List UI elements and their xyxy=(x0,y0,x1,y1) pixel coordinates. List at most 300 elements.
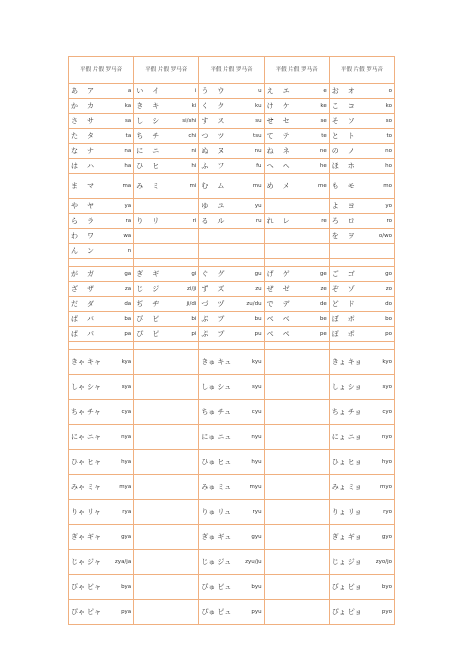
hiragana-text: びゅ xyxy=(201,582,216,591)
romaji-text: gyu xyxy=(251,533,262,540)
romaji-text: de xyxy=(319,300,327,307)
hiragana-text: は xyxy=(71,161,78,170)
kana-cell xyxy=(264,244,329,259)
kana-cell-content xyxy=(332,559,392,566)
hiragana-text: か xyxy=(71,101,78,110)
romaji-text: rya xyxy=(122,508,132,515)
romaji-text: se xyxy=(320,117,327,124)
kana-cell-content xyxy=(267,286,327,293)
hiragana-text: さ xyxy=(71,116,78,125)
romaji-text: fu xyxy=(256,162,262,169)
katakana-text: マ xyxy=(87,181,94,190)
katakana-text: チ xyxy=(152,131,160,140)
katakana-text: ロ xyxy=(347,216,355,225)
kana-cell xyxy=(329,114,394,129)
katakana-text: ク xyxy=(217,101,225,110)
romaji-text: zi/ji xyxy=(187,285,197,292)
kana-cell xyxy=(264,214,329,229)
katakana-text: ベ xyxy=(282,314,290,323)
kana-cell-content xyxy=(201,509,261,516)
kana-cell-content xyxy=(71,584,131,591)
romaji-text: mu xyxy=(252,182,262,189)
kana-cell xyxy=(134,450,199,475)
kana-cell-content xyxy=(201,148,261,155)
hiragana-text: よ xyxy=(331,201,339,210)
kana-cell xyxy=(199,144,264,159)
romaji-text: hyu xyxy=(251,458,262,465)
empty-cell xyxy=(264,342,329,350)
romaji-text: sya xyxy=(121,383,132,390)
katakana-text: シャ xyxy=(87,382,101,391)
hiragana-text: い xyxy=(136,86,144,95)
kana-cell-content xyxy=(136,183,196,190)
katakana-text: ズ xyxy=(217,284,225,293)
kana-cell-content xyxy=(267,163,327,170)
katakana-text: ハ xyxy=(87,161,94,170)
hiragana-text: ど xyxy=(331,299,339,308)
katakana-text: ゲ xyxy=(282,269,290,278)
romaji-text: zya/ja xyxy=(114,558,132,565)
katakana-text: ヒャ xyxy=(87,457,101,466)
kana-cell-content xyxy=(332,459,392,466)
kana-cell xyxy=(134,350,199,375)
romaji-text: ha xyxy=(124,162,132,169)
romaji-text: ryu xyxy=(252,508,262,515)
katakana-text: レ xyxy=(282,216,290,225)
katakana-text: ザ xyxy=(87,284,94,293)
romaji-text: pya xyxy=(121,608,132,615)
kana-cell-content xyxy=(136,133,196,140)
header-cell: 平假 片假 罗马音 xyxy=(134,57,199,84)
romaji-text: pyu xyxy=(251,608,262,615)
katakana-text: ダ xyxy=(87,299,94,308)
hiragana-text: れ xyxy=(266,216,274,225)
romaji-text: to xyxy=(386,132,392,139)
kana-cell-content xyxy=(71,118,131,125)
kana-cell xyxy=(264,267,329,282)
katakana-text: ア xyxy=(87,86,94,95)
kana-cell xyxy=(134,84,199,99)
kana-cell-content xyxy=(136,118,196,125)
kana-cell-content xyxy=(332,384,392,391)
kana-cell xyxy=(329,500,394,525)
empty-cell xyxy=(134,342,199,350)
table-row xyxy=(69,129,395,144)
hiragana-text: を xyxy=(331,231,339,240)
kana-cell xyxy=(264,475,329,500)
katakana-text: ニョ xyxy=(347,432,362,441)
kana-cell xyxy=(264,425,329,450)
katakana-text: セ xyxy=(282,116,290,125)
kana-cell xyxy=(69,129,134,144)
kana-cell xyxy=(134,327,199,342)
romaji-text: wa xyxy=(123,232,132,239)
katakana-text: バ xyxy=(87,314,94,323)
romaji-text: si/shi xyxy=(182,117,197,124)
hiragana-text: そ xyxy=(331,116,339,125)
romaji-text: ryo xyxy=(383,508,392,515)
hiragana-text: みょ xyxy=(331,482,346,491)
empty-cell xyxy=(199,259,264,267)
kana-cell-content xyxy=(267,271,327,278)
romaji-text: na xyxy=(124,147,132,154)
kana-cell xyxy=(329,575,394,600)
kana-cell xyxy=(264,600,329,625)
kana-cell xyxy=(199,475,264,500)
hiragana-text: ぶ xyxy=(201,314,209,323)
hiragana-text: ぎ xyxy=(136,269,144,278)
romaji-text: nu xyxy=(254,147,262,154)
romaji-text: cya xyxy=(121,408,132,415)
kana-cell xyxy=(329,84,394,99)
kana-cell xyxy=(264,297,329,312)
kana-cell-content xyxy=(71,218,131,225)
katakana-text: コ xyxy=(347,101,355,110)
table-row xyxy=(69,114,395,129)
katakana-text: チャ xyxy=(87,407,101,416)
katakana-text: ン xyxy=(87,246,94,255)
kana-cell xyxy=(199,282,264,297)
katakana-text: デ xyxy=(282,299,290,308)
kana-cell-content xyxy=(71,409,131,416)
kana-cell-content xyxy=(332,218,392,225)
header-cell: 平假 片假 罗马音 xyxy=(329,57,394,84)
katakana-text: ニ xyxy=(152,146,160,155)
kana-cell xyxy=(69,84,134,99)
kana-cell xyxy=(199,600,264,625)
table-row xyxy=(69,99,395,114)
kana-cell-content xyxy=(136,218,196,225)
kana-cell-content xyxy=(201,271,261,278)
table-row xyxy=(69,327,395,342)
kana-cell xyxy=(69,297,134,312)
kana-cell xyxy=(69,450,134,475)
empty-cell xyxy=(264,259,329,267)
table-row xyxy=(69,312,395,327)
empty-cell xyxy=(134,259,199,267)
kana-cell xyxy=(69,244,134,259)
katakana-text: パ xyxy=(87,329,94,338)
katakana-text: イ xyxy=(152,86,160,95)
kana-cell xyxy=(134,282,199,297)
romaji-text: do xyxy=(385,300,392,307)
hiragana-text: じゃ xyxy=(71,557,85,566)
kana-cell-content xyxy=(136,103,196,110)
kana-cell xyxy=(134,400,199,425)
kana-cell xyxy=(69,475,134,500)
katakana-text: ビャ xyxy=(87,582,101,591)
header-cell: 平假 片假 罗马音 xyxy=(69,57,134,84)
romaji-text: bu xyxy=(254,315,262,322)
kana-cell-content xyxy=(201,359,261,366)
katakana-text: シュ xyxy=(217,382,232,391)
kana-cell xyxy=(329,199,394,214)
kana-cell xyxy=(69,144,134,159)
kana-cell-content xyxy=(136,316,196,323)
hiragana-text: ゆ xyxy=(201,201,209,210)
kana-cell xyxy=(329,525,394,550)
romaji-text: pi xyxy=(191,330,197,337)
romaji-text: ga xyxy=(124,270,132,277)
romaji-text: byo xyxy=(381,583,392,590)
romaji-text: ri xyxy=(192,217,197,224)
kana-cell-content xyxy=(201,316,261,323)
katakana-text: ヅ xyxy=(217,299,225,308)
hiragana-text: にょ xyxy=(331,432,346,441)
kana-cell-content xyxy=(201,409,261,416)
kana-cell-content xyxy=(136,88,196,95)
hiragana-text: ひ xyxy=(136,161,144,170)
hiragana-text: も xyxy=(331,181,339,190)
kana-cell-content xyxy=(201,434,261,441)
empty-cell xyxy=(199,342,264,350)
katakana-text: キョ xyxy=(347,357,362,366)
romaji-text: a xyxy=(127,87,132,94)
romaji-text: ze xyxy=(320,285,327,292)
kana-cell-content xyxy=(332,609,392,616)
katakana-text: タ xyxy=(87,131,94,140)
kana-cell-content xyxy=(332,301,392,308)
katakana-text: ワ xyxy=(87,231,94,240)
kana-cell xyxy=(264,450,329,475)
hiragana-text: た xyxy=(71,131,78,140)
hiragana-text: ぞ xyxy=(331,284,339,293)
kana-cell xyxy=(69,267,134,282)
kana-cell-content xyxy=(71,301,131,308)
romaji-text: da xyxy=(124,300,132,307)
katakana-text: ピョ xyxy=(347,607,362,616)
kana-cell xyxy=(69,114,134,129)
table-row xyxy=(69,525,395,550)
kana-cell xyxy=(264,159,329,174)
kana-cell-content xyxy=(136,286,196,293)
kana-cell-content xyxy=(267,301,327,308)
romaji-text: ku xyxy=(255,102,262,109)
romaji-text: be xyxy=(319,315,327,322)
kana-cell xyxy=(264,144,329,159)
romaji-text: nyu xyxy=(251,433,262,440)
kana-cell-content xyxy=(136,271,196,278)
hiragana-text: な xyxy=(71,146,78,155)
kana-cell xyxy=(329,297,394,312)
kana-cell xyxy=(199,229,264,244)
romaji-text: myu xyxy=(249,483,262,490)
kana-cell xyxy=(199,84,264,99)
hiragana-text: きゅ xyxy=(201,357,216,366)
katakana-text: チュ xyxy=(217,407,232,416)
katakana-text: キャ xyxy=(87,357,101,366)
kana-cell-content xyxy=(332,359,392,366)
katakana-text: キ xyxy=(152,101,160,110)
katakana-text: ヒ xyxy=(152,161,160,170)
kana-cell xyxy=(264,114,329,129)
kana-cell-content xyxy=(267,133,327,140)
katakana-text: ピュ xyxy=(217,607,232,616)
kana-cell xyxy=(199,375,264,400)
table-row xyxy=(69,600,395,625)
kana-cell xyxy=(134,99,199,114)
hiragana-text: ぜ xyxy=(266,284,274,293)
katakana-text: ス xyxy=(217,116,225,125)
spacer-row xyxy=(69,342,395,350)
empty-cell xyxy=(329,259,394,267)
katakana-text: ボ xyxy=(347,314,355,323)
kana-cell-content xyxy=(267,88,327,95)
romaji-text: gya xyxy=(121,533,132,540)
katakana-text: メ xyxy=(282,181,290,190)
romaji-text: yo xyxy=(385,202,392,209)
hiragana-text: の xyxy=(331,146,339,155)
kana-cell xyxy=(134,500,199,525)
romaji-text: he xyxy=(319,162,327,169)
katakana-text: ゼ xyxy=(282,284,290,293)
kana-cell xyxy=(69,500,134,525)
kana-cell-content xyxy=(71,148,131,155)
kana-cell xyxy=(199,575,264,600)
kana-cell xyxy=(329,174,394,199)
romaji-text: byu xyxy=(251,583,262,590)
hiragana-text: ぴゃ xyxy=(71,607,85,616)
kana-cell-content xyxy=(71,484,131,491)
hiragana-text: びゃ xyxy=(71,582,85,591)
kana-cell xyxy=(134,550,199,575)
katakana-text: リョ xyxy=(347,507,362,516)
hiragana-text: や xyxy=(71,201,78,210)
table-row xyxy=(69,282,395,297)
katakana-text: エ xyxy=(282,86,290,95)
kana-cell-content xyxy=(71,203,131,210)
hiragana-text: ちゅ xyxy=(201,407,216,416)
kana-cell xyxy=(134,214,199,229)
hiragana-text: ず xyxy=(201,284,209,293)
katakana-text: ヒュ xyxy=(217,457,232,466)
hiragana-text: ぎょ xyxy=(331,532,346,541)
kana-cell-content xyxy=(71,316,131,323)
romaji-text: ro xyxy=(386,217,392,224)
katakana-text: ホ xyxy=(347,161,355,170)
romaji-text: so xyxy=(385,117,392,124)
kana-cell xyxy=(69,327,134,342)
katakana-text: キュ xyxy=(217,357,232,366)
katakana-text: ミ xyxy=(152,181,160,190)
romaji-text: kyu xyxy=(251,358,262,365)
hiragana-text: ぎゅ xyxy=(201,532,216,541)
katakana-text: ウ xyxy=(217,86,225,95)
kana-cell xyxy=(69,312,134,327)
kana-cell xyxy=(134,425,199,450)
kana-cell-content xyxy=(332,118,392,125)
romaji-text: hyo xyxy=(381,458,392,465)
kana-cell-content xyxy=(332,103,392,110)
hiragana-text: だ xyxy=(71,299,78,308)
hiragana-text: り xyxy=(136,216,144,225)
table-row xyxy=(69,350,395,375)
kana-cell xyxy=(329,475,394,500)
kana-cell xyxy=(264,174,329,199)
hiragana-text: ぢ xyxy=(136,299,144,308)
kana-cell-content xyxy=(201,384,261,391)
katakana-text: ミョ xyxy=(347,482,362,491)
hiragana-text: あ xyxy=(71,86,78,95)
table-row xyxy=(69,199,395,214)
hiragana-text: ぎゃ xyxy=(71,532,85,541)
kana-cell xyxy=(134,312,199,327)
hiragana-text: ま xyxy=(71,181,78,190)
kana-cell-content xyxy=(332,148,392,155)
katakana-text: ル xyxy=(217,216,225,225)
hiragana-text: じゅ xyxy=(201,557,216,566)
kana-cell-content xyxy=(201,534,261,541)
katakana-text: ポ xyxy=(347,329,355,338)
hiragana-text: みゅ xyxy=(201,482,216,491)
hiragana-text: にゃ xyxy=(71,432,85,441)
hiragana-text: ちょ xyxy=(331,407,346,416)
kana-cell-content xyxy=(332,316,392,323)
table-row xyxy=(69,297,395,312)
hiragana-text: ひゃ xyxy=(71,457,85,466)
katakana-text: ユ xyxy=(217,201,225,210)
kana-cell-content xyxy=(71,286,131,293)
hiragana-text: みゃ xyxy=(71,482,85,491)
hiragana-text: ぬ xyxy=(201,146,209,155)
hiragana-text: きょ xyxy=(331,357,346,366)
table-row xyxy=(69,400,395,425)
table-row xyxy=(69,244,395,259)
table-row xyxy=(69,500,395,525)
kana-cell-content xyxy=(332,484,392,491)
katakana-text: ジュ xyxy=(217,557,232,566)
kana-cell-content xyxy=(332,271,392,278)
romaji-text: ji/di xyxy=(186,300,197,307)
romaji-text: bo xyxy=(385,315,392,322)
romaji-text: u xyxy=(258,87,262,94)
hiragana-text: りゃ xyxy=(71,507,85,516)
romaji-text: zu xyxy=(255,285,262,292)
katakana-text: フ xyxy=(217,161,225,170)
kana-cell xyxy=(199,297,264,312)
kana-cell xyxy=(329,244,394,259)
hiragana-text: ふ xyxy=(201,161,209,170)
kana-cell xyxy=(69,600,134,625)
katakana-text: リ xyxy=(152,216,160,225)
kana-cell-content xyxy=(332,133,392,140)
katakana-text: ヘ xyxy=(282,161,290,170)
kana-cell-content xyxy=(71,434,131,441)
hiragana-text: しょ xyxy=(331,382,346,391)
hiragana-text: ち xyxy=(136,131,144,140)
katakana-text: ギャ xyxy=(87,532,101,541)
kana-cell xyxy=(199,267,264,282)
romaji-text: ka xyxy=(124,102,132,109)
kana-cell xyxy=(264,229,329,244)
kana-cell xyxy=(199,327,264,342)
kana-cell xyxy=(329,350,394,375)
katakana-text: ブ xyxy=(217,314,225,323)
kana-cell-content xyxy=(71,509,131,516)
romaji-text: zyu/ju xyxy=(245,558,262,565)
romaji-text: ta xyxy=(125,132,132,139)
kana-cell xyxy=(69,174,134,199)
table-row xyxy=(69,475,395,500)
romaji-text: sa xyxy=(124,117,132,124)
katakana-text: リュ xyxy=(217,507,232,516)
katakana-text: ペ xyxy=(282,329,290,338)
kana-cell xyxy=(199,350,264,375)
kana-cell-content xyxy=(332,203,392,210)
kana-cell-content xyxy=(201,218,261,225)
hiragana-text: わ xyxy=(71,231,78,240)
kana-cell xyxy=(329,282,394,297)
